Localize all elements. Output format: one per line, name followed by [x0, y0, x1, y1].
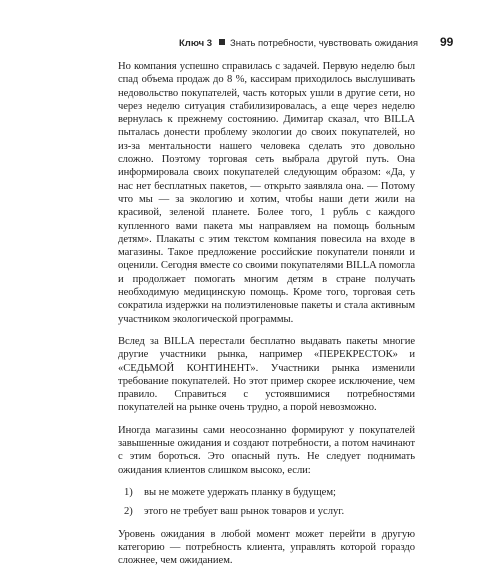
list-item-text: вы не можете удержать планку в будущем; — [144, 486, 336, 498]
page-number: 99 — [440, 35, 454, 49]
list-item-text: этого не требует ваш рынок товаров и услуг. — [144, 506, 345, 518]
chapter-title: Знать потребности, чувствовать ожидания — [230, 38, 418, 49]
list-item — [118, 505, 415, 518]
paragraph-market-followers: Вслед за BILLA перестали бесплатно выдавать пакеты многие другие участники рынка, например «ПЕРЕКРЕСТОК» и «СЕДЬМОЙ КОНТИНЕНТ». Участники рынка изменили требование покупателей. Но этот пример скорее исключение, чем правило. Справиться с устоявшимися потребностями покупателей на рынке очень трудно, а порой невозможно. — [118, 335, 415, 414]
paragraph-expectations: Иногда магазины сами неосознанно формируют у покупателей завышенные ожидания и создают потребности, а потом начинают с этим бороться. Это опасный путь. Не следует поднимать ожидания клиентов слишком высоко, если: — [118, 424, 415, 476]
paragraph-billa-success: Но компания успешно справилась с задачей. Первую неделю был спад объема продаж до 8 %, кассирам приходилось выслушивать недовольство покупателей, часть которых ушли в другие сети, но через неделю ситуация стабилизировалась, а еще через неделю вернулась к прежнему состоянию. Димитар сказал, что BILLA пыталась донести проблему экологии до своих покупателей, но из-за ментальности нашего человека сделать это довольно сложно. Поэтому торговая сеть выбрала другой путь. Она информировала своих покупателей следующим образом: «Да, у нас нет бесплатных пакетов, — открыто заявляла она. — Потому что мы — за экологию и хотим, чтобы наши дети жили на красивой, зеленой планете. Более того, 1 рубль с каждого купленного вами пакета мы направляем на помощь больным детям». Плакаты с этим текстом компания повесила на входе в магазины. Такое предложение российские покупатели поняли и оценили. Сегодня вместе со своими покупателями BILLA помогла и продолжает помогать многим детям в стране получать необходимую медицинскую помощь. Кроме того, торговая сеть сократила издержки на полиэтиленовые пакеты и стала активным участником экологической программы. — [118, 61, 415, 325]
list-item-number: 1) — [124, 486, 133, 498]
running-header — [118, 38, 418, 54]
body-text — [118, 60, 415, 576]
list-item — [118, 486, 415, 499]
paragraph-closing: Уровень ожидания в любой момент может перейти в другую категорию — потребность клиента, управлять которой гораздо сложнее, чем ожиданием. — [118, 528, 415, 567]
chapter-key-label: Ключ 3 — [179, 38, 213, 49]
list-item-number: 2) — [124, 506, 133, 518]
square-bullet-icon — [219, 39, 225, 45]
conditions-list — [118, 486, 415, 519]
